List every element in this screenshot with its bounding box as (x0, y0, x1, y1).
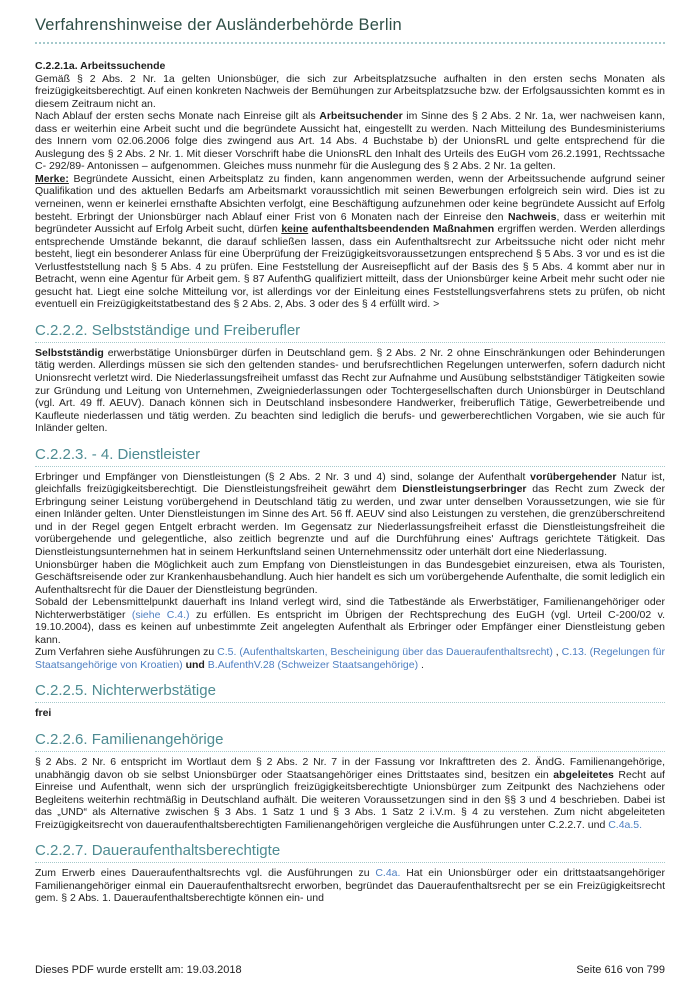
text-run: Zum Verfahren siehe Ausführungen zu (35, 646, 218, 659)
text-run: . (418, 658, 424, 671)
page-title: Verfahrenshinweise der Ausländerbehörde Berlin (35, 16, 402, 34)
paragraph (35, 173, 665, 311)
cross-reference-link[interactable]: (siehe C.4.) (131, 608, 190, 621)
paragraph (35, 471, 665, 559)
text-run: , dass er weiterhin mit begründeter Aussicht auf Erfolg Arbeit sucht, dürfen (35, 210, 665, 236)
text-run: ergriffen werden. Werden allerdings entsprechende Umstände bekannt, die darauf schließen lassen, dass ein Aufenthaltsrecht zur Arbeitssuche nicht oder nicht mehr besteht, liegt ein besonderer Anlass für eine Überprüfung der Freizügigkeitsvoraussetzungen entsprechend § 5 Abs. 3 vor und es ist die Verlustfeststellung nach § 5 Abs. 4 zu prüfen. Eine Feststellung der Ausreisepflicht auf der Basis des § 5 Abs. 4 kommt aber nur in Betracht, wenn eine Agentur für Arbeit gem. § 87 AufenthG qualifiziert mitteilt, dass der Unionsbürger keine Arbeit mehr sucht oder nie gesucht hat. Liegt eine solche Mitteilung vor, ist allerdings vor der Einleitung eines Feststellungsverfahrens stets zu prüfen, ob nicht eventuell ein Freizügigkeitstatbestand des § 2 Abs. 2, Abs. 3 oder des § 4 erfüllt wird. > (35, 223, 665, 311)
paragraph (35, 707, 665, 720)
section-c2-2-2 (35, 322, 665, 435)
paragraph (35, 646, 665, 671)
text-run: frei (35, 707, 52, 720)
section-heading-c2-2-6: C.2.2.6. Familienangehörige (35, 731, 665, 752)
text-run: Sobald der Lebensmittelpunkt dauerhaft ins Inland verlegt wird, sind die Tatbestände als Erwerbstätiger, Familienangehöriger oder Nichterwerbstätiger (35, 596, 665, 621)
paragraph (35, 347, 665, 435)
text-run: und (185, 658, 205, 671)
cross-reference-link[interactable]: C.5. (Aufenthaltskarten, Bescheinigung über das Daueraufenthaltsrecht) (217, 646, 553, 659)
section-c2-2-5 (35, 682, 665, 720)
text-run: das Recht zum Zweck der Erbringung seiner Leistung vorübergehend in Deutschland tätig zu werden, und zwar unter denselben Voraussetzungen, wie sie für einen Inländer gelten. Unter Dienstleistungen im Sinne des Art. 56 ff. AEUV sind also Leistungen zu verstehen, die grenzüberschreitend und in der Regel gegen Entgelt erbracht werden. Im Gegensatz zur Niederlassungsfreiheit erfasst die Dienstleistungsfreiheit die vorübergehende und gelegentliche, also zeitlich begrenzte und auf die Durchführung eines' Auftrags gerichtete Tätigkeit. Das Dienstleistungsunternehmen hat in seinem Herkunftsland seinen Unternehmenssitz oder unterhält dort eine Niederlassung. (35, 483, 665, 558)
text-run: aufenthaltsbeendenden Maßnahmen (308, 223, 495, 236)
text-run: erwerbstätige Unionsbürger dürfen in Deutschland gem. § 2 Abs. 2 Nr. 2 ohne Einschränkungen oder Behinderungen tätig werden. Allerdings müssen sie sich den geltenden standes- und berufsrechtlichen Regelungen unterwerfen, sofern dadurch nicht Unionsrecht verletzt wird. Die Niederlassungsfreiheit umfasst das Recht zur Aufnahme und Ausübung selbstständiger Tätigkeiten sowie zur Gründung und Leitung von Unternehmen, Zweigniederlassungen oder Tochtergesellschaften durch Unionsbürger in Deutschland (vgl. Art. 49 ff. AEUV). Danach können sich in Deutschland insbesondere Handwerker, freiberuflich Tätige, Gewerbetreibende und Kaufleute niederlassen und tätig werden. Zu beachten sind lediglich die berufs- und gewerberechtlichen Vorgaben, wie sie auch für Inländer gelten. (35, 346, 665, 435)
text-run: abgeleitetes (553, 768, 614, 781)
paragraph (35, 867, 665, 905)
text-run: Natur ist, gleichfalls freizügigkeitsberechtigt. Die Dienstleistungsfreiheit gewährt dem (35, 470, 665, 496)
footer-page-number: Seite 616 von 799 (576, 964, 665, 976)
cross-reference-link[interactable]: C.4a. (375, 867, 401, 880)
title-divider (35, 42, 665, 44)
text-run: Dienstleistungserbringer (402, 483, 527, 496)
footer-creation-date: Dieses PDF wurde erstellt am: 19.03.2018 (35, 964, 242, 976)
text-run: Unionsbürger haben die Möglichkeit auch zum Empfang von Dienstleistungen in das Bundesgebiet einzureisen, etwa als Touristen, Geschäftsreisende oder zur Krankenhausbehandlung. Auch hier handelt es sich um vorübergehende Aufenthalte, die somit lediglich ein Aufenthaltsrecht für die Dauer der Dienstleistung begründen. (35, 558, 665, 596)
cross-reference-link[interactable]: C.13. (Regelungen für Staatsangehörige von Kroatien) (35, 646, 665, 671)
text-run: Arbeitsuchender (319, 110, 403, 123)
section-heading-c2-2-5: C.2.2.5. Nichterwerbstätige (35, 682, 665, 703)
text-run: Zum Erwerb eines Daueraufenthaltsrechts vgl. die Ausführungen zu (35, 867, 376, 880)
paragraph (35, 596, 665, 646)
text-run: , (552, 646, 562, 659)
section-c2-2-7 (35, 842, 665, 905)
section-c2-2-3 (35, 446, 665, 672)
paragraph (35, 559, 665, 597)
text-run: Hat ein Unionsbürger oder ein drittstaatsangehöriger Familienangehöriger einmal ein Daueraufenthaltsrecht erworben, begründet das Daueraufenthaltsrecht per se ein Freizügigkeitsrecht gem. § 2 Abs. 1. Daueraufenthaltsberechtigte können ein- und (35, 867, 665, 905)
section-c2-2-1a (35, 60, 665, 311)
text-run: Recht auf Einreise und Aufenthalt, wenn sich der ursprünglich freizügigkeitsberechtigte Unionsbürger zum Zeitpunkt des Nachziehens oder Begleitens weiterhin rechtmäßig in Deutschland aufhält. Die weiteren Voraussetzungen sind in den §§ 3 und 4 beschrieben. Dabei ist das „UND“ als Alternative zwischen § 3 Abs. 1 Satz 1 und § 3 Abs. 1 Satz 2 i.V.m. § 4 zu verstehen. Zum nicht abgeleiteten Freizügigkeitsrecht von daueraufenthaltsberechtigten Familienangehörigen vergleiche die Ausführungen unter C.2.2.7. und (35, 768, 665, 831)
text-run: Nachweis (507, 210, 557, 223)
cross-reference-link[interactable]: C.4a.5. (608, 818, 643, 831)
section-heading-c2-2-7: C.2.2.7. Daueraufenthaltsberechtigte (35, 842, 665, 863)
text-run: § 2 Abs. 2 Nr. 6 entspricht im Wortlaut dem § 2 Abs. 2 Nr. 7 in der Fassung vor Inkrafttreten des 2. ÄndG. Familienangehörige, unabhängig davon ob sie selbst Unionsbürger oder Staatsangehöriger eines Drittstaates sind, besitzen ein (35, 756, 665, 781)
paragraph (35, 110, 665, 173)
cross-reference-link[interactable]: B.AufenthV.28 (Schweizer Staatsangehörige) (207, 658, 419, 671)
text-run: im Sinne des § 2 Abs. 2 Nr. 1a, wer nachweisen kann, dass er weiterhin eine Arbeit sucht und die begründete Aussicht hat, eingestellt zu werden. Nach Mitteilung des Bundesministeriums des Innern vom 02.06.2006 folge dies zwingend aus Art. 14 Abs. 4 Buchstabe b) der UnionsRL und gelte entsprechend für die Auslegung des § 2 Abs. 2 Nr. 1. Mit dieser Vorschrift habe die UnionsRL den Inhalt des Urteils des EuGH vom 26.2.1991, Rechtssache C- 292/89- Antonissen – aufgenommen. Gleiches muss nunmehr für die Auslegung des § 2 Abs. 2 Nr. 1a gelten. (35, 110, 665, 173)
text-run: Merke: (35, 172, 69, 185)
section-heading-c2-2-3: C.2.2.3. - 4. Dienstleister (35, 446, 665, 467)
paragraph (35, 73, 665, 111)
text-run: Erbringer und Empfänger von Dienstleistungen (§ 2 Abs. 2 Nr. 3 und 4) sind, solange der Aufenthalt (35, 470, 531, 483)
section-heading-c2-2-1a: C.2.2.1a. Arbeitssuchende (35, 60, 166, 72)
text-run: Nach Ablauf der ersten sechs Monate nach Einreise gilt als (35, 110, 320, 123)
paragraph (35, 756, 665, 831)
section-c2-2-6 (35, 731, 665, 831)
section-heading-c2-2-2: C.2.2.2. Selbstständige und Freiberufler (35, 322, 665, 343)
text-run: Begründete Aussicht, einen Arbeitsplatz zu finden, kann angenommen werden, wenn der Arbeitssuchende aufgrund seiner Qualifikation und des aktuellen Bedarfs am Arbeitsmarkt voraussichtlich mit seinen Bewerbungen erfolgreich sein wird. Dies ist zu verneinen, wenn er keinerlei ernsthafte Absichten verfolgt, eine Beschäftigung aufzunehmen oder keine begründete Aussicht auf Erfolg besteht. Erbringt der Unionsbürger nach Ablauf einer Frist von 6 Monaten nach der Einreise den (35, 172, 665, 223)
text-run: Gemäß § 2 Abs. 2 Nr. 1a gelten Unionsbüger, die sich zur Arbeitsplatzsuche aufhalten in den ersten sechs Monaten als freizügigkeitsberechtigt. Auf einen konkreten Nachweis der Bemühungen zur Arbeitsplatzsuche bzw. der Erfolgsaussichten kommt es in diesem Zeitraum nicht an. (35, 72, 665, 110)
text-run: vorübergehender (530, 470, 617, 483)
text-run: zu erfüllen. Es entspricht im Übrigen der Rechtsprechung des EuGH (vgl. Urteil C-200/02 v. 19.10.2004), dass es keinen auf unbestimmte Zeit angelegten Aufenthalt als Erbringer oder Empfänger einer Dienstleistung geben kann. (35, 608, 665, 646)
page-footer (35, 964, 665, 976)
text-run: keine (281, 223, 309, 236)
document-body (35, 60, 665, 905)
text-run: Selbstständig (35, 346, 104, 359)
